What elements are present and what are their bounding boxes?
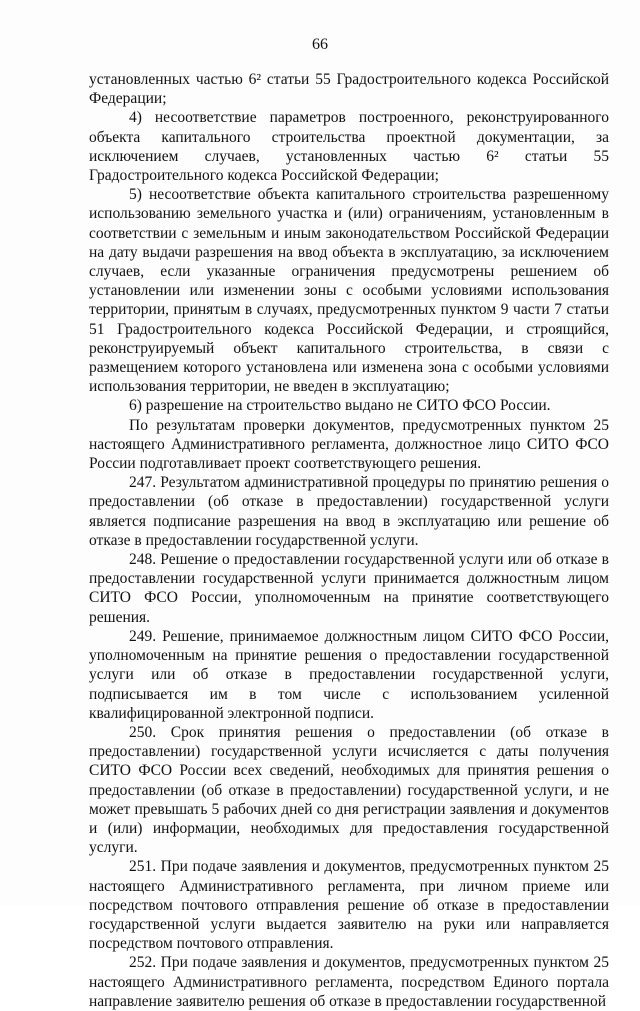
paragraph: 4) несоответствие параметров построенного, реконструированного объекта капитального строительства проектной документации, за исключением случаев, установленных частью 6² статьи 55 Градостроительного кодекса Российской Федерации; <box>89 109 609 185</box>
paragraph: 6) разрешение на строительство выдано не СИТО ФСО России. <box>129 397 551 415</box>
paragraph: 249. Решение, принимаемое должностным лицом СИТО ФСО России, уполномоченным на принятие решения о предоставлении государственной услуги или об отказе в предоставлении государственной услуги, подписывается им в том числе с использованием усиленной квалифицированной электронной подписи. <box>89 627 609 722</box>
paragraph: 247. Результатом административной процедуры по принятию решения о предоставлении (об отказе в предоставлении) государственной услуги является подписание разрешения на ввод в эксплуатацию или решение об отказе в предоставлении государственной услуги. <box>89 474 609 549</box>
paragraph: 250. Срок принятия решения о предоставлении (об отказе в предоставлении) государственной услуги исчисляется с даты получения СИТО ФСО России всех сведений, необходимых для принятия решения о предоставлении (об отказе в предоставлении) государственной услуги, и не может превышать 5 рабочих дней со дня регистрации заявления и документов и (или) информации, необходимых для предоставления государственной услуги. <box>89 723 609 857</box>
paragraph: По результатам проверки документов, предусмотренных пунктом 25 настоящего Административного регламента, должностное лицо СИТО ФСО России подготавливает проект соответствующего решения. <box>89 416 609 473</box>
paragraph: установленных частью 6² статьи 55 Градостроительного кодекса Российской Федерации; <box>89 71 609 108</box>
paragraph: 5) несоответствие объекта капитального строительства разрешенному использованию земельного участка и (или) ограничениям, установленным в соответствии с земельным и иным законодательством Российской Федерации на дату выдачи разрешения на ввод объекта в эксплуатацию, за исключением случаев, если указанные ограничения предусмотрены решением об установлении или изменении зоны с особыми условиями использования территории, принятым в случаях, предусмотренных пунктом 9 части 7 статьи 51 Градостроительного кодекса Российской Федерации, и строящийся, реконструируемый объект капитального строительства, в связи с размещением которого установлена или изменена зона с особыми условиями использования территории, не введен в эксплуатацию; <box>89 186 609 396</box>
document-body <box>89 70 609 1011</box>
paragraph: 251. При подаче заявления и документов, предусмотренных пунктом 25 настоящего Административного регламента, при личном приеме или посредством почтового отправления решение об отказе в предоставлении государственной услуги выдается заявителю на руки или направляется посредством почтового отправления. <box>89 858 609 953</box>
paragraph: 248. Решение о предоставлении государственной услуги или об отказе в предоставлении государственной услуги принимается должностным лицом СИТО ФСО России, уполномоченным на принятие соответствующего решения. <box>89 551 609 626</box>
page-number: 66 <box>312 36 328 53</box>
paragraph: 252. При подаче заявления и документов, предусмотренных пунктом 25 настоящего Административного регламента, посредством Единого портала направление заявителю решения об отказе в предоставлении государственной <box>89 954 609 1010</box>
